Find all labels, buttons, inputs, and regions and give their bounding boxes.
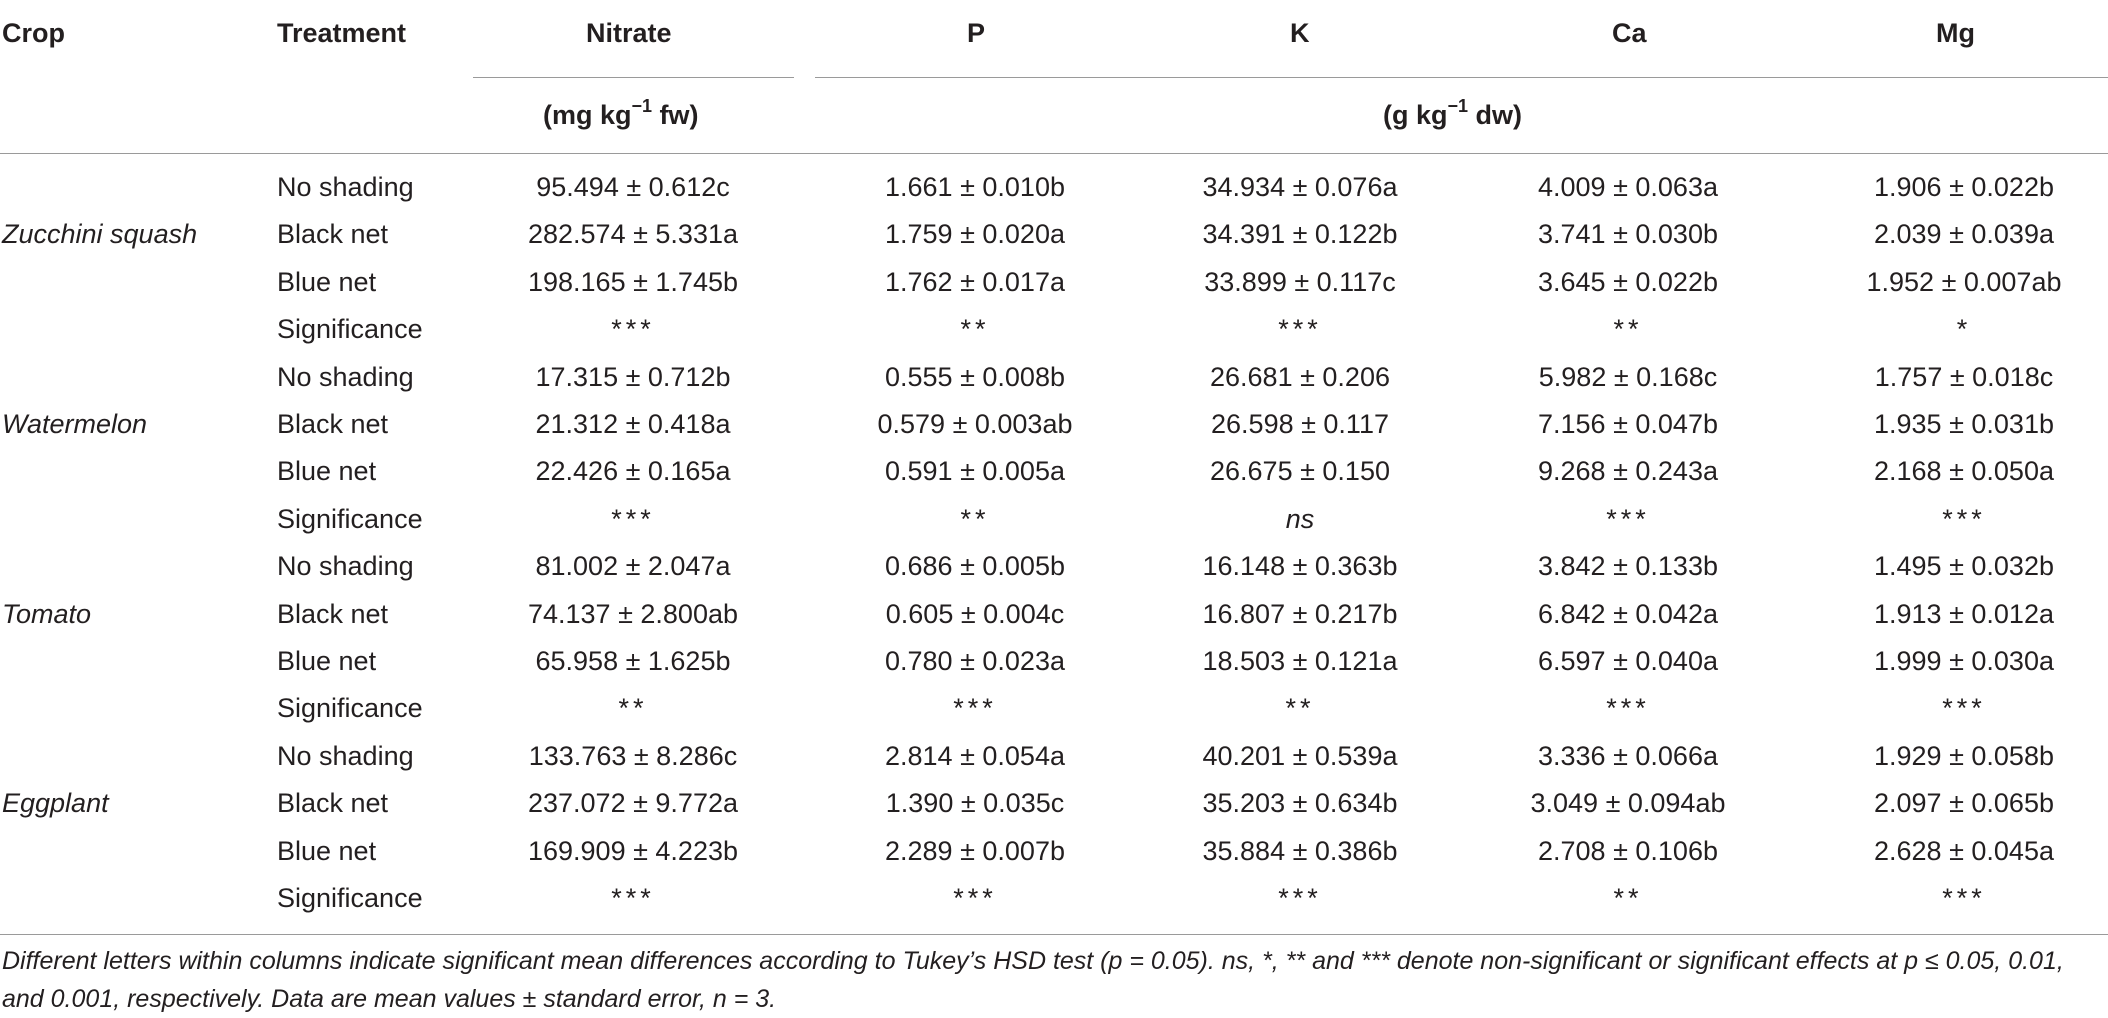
value-ca: 7.156 ± 0.047b: [1538, 409, 1718, 439]
treatment-label: Black net: [277, 788, 389, 818]
header-nitrate: Nitrate: [586, 18, 672, 48]
treatment-label: No shading: [277, 172, 414, 202]
significance-p: ***: [953, 693, 997, 723]
significance-mg: ***: [1942, 693, 1986, 723]
value-mg: 1.929 ± 0.058b: [1874, 741, 2054, 771]
value-mg: 2.168 ± 0.050a: [1874, 456, 2054, 486]
significance-mg: ***: [1942, 504, 1986, 534]
treatment-label: Significance: [277, 883, 423, 913]
significance-ca: ***: [1606, 504, 1650, 534]
value-ca: 2.708 ± 0.106b: [1538, 836, 1718, 866]
treatment-label: Significance: [277, 693, 423, 723]
header-bottom-rule: [0, 153, 2108, 154]
treatment-label: Blue net: [277, 267, 377, 297]
treatment-label: Black net: [277, 219, 389, 249]
treatment-label: Significance: [277, 504, 423, 534]
crop-label: Eggplant: [2, 788, 109, 818]
significance-p: ***: [953, 883, 997, 913]
value-nitrate: 169.909 ± 4.223b: [527, 836, 739, 866]
header-ca: Ca: [1612, 18, 1647, 48]
value-p: 0.591 ± 0.005a: [885, 456, 1065, 486]
table-bottom-rule: [0, 934, 2108, 935]
value-k: 16.148 ± 0.363b: [1202, 551, 1398, 581]
significance-k: **: [1285, 693, 1315, 723]
value-k: 35.203 ± 0.634b: [1202, 788, 1398, 818]
treatment-label: Blue net: [277, 456, 377, 486]
header-mg: Mg: [1936, 18, 1975, 48]
value-p: 0.780 ± 0.023a: [885, 646, 1065, 676]
value-k: 34.934 ± 0.076a: [1202, 172, 1398, 202]
value-nitrate: 81.002 ± 2.047a: [535, 551, 731, 581]
value-nitrate: 133.763 ± 8.286c: [528, 741, 738, 771]
unit-nitrate: (mg $kg^{-1}$ fw): [543, 96, 699, 130]
significance-nitrate: ***: [611, 504, 655, 534]
treatment-label: Blue net: [277, 646, 377, 676]
treatment-label: Black net: [277, 409, 389, 439]
value-p: 0.686 ± 0.005b: [885, 551, 1065, 581]
value-ca: 3.645 ± 0.022b: [1538, 267, 1718, 297]
unit-elements: (g $kg^{-1}$ dw): [1383, 96, 1523, 130]
value-mg: 1.906 ± 0.022b: [1874, 172, 2054, 202]
value-k: 34.391 ± 0.122b: [1202, 219, 1398, 249]
significance-k: ***: [1278, 883, 1322, 913]
value-p: 1.661 ± 0.010b: [885, 172, 1065, 202]
significance-ca: ***: [1606, 693, 1650, 723]
treatment-label: Significance: [277, 314, 423, 344]
significance-ca: **: [1613, 314, 1643, 344]
value-nitrate: 17.315 ± 0.712b: [535, 362, 731, 392]
treatment-label: Blue net: [277, 836, 377, 866]
header-p: P: [967, 18, 986, 48]
value-mg: 2.097 ± 0.065b: [1874, 788, 2054, 818]
significance-p: **: [960, 504, 990, 534]
value-mg: 1.913 ± 0.012a: [1874, 599, 2054, 629]
value-ca: 9.268 ± 0.243a: [1538, 456, 1718, 486]
treatment-label: Black net: [277, 599, 389, 629]
crop-label: Zucchini squash: [2, 219, 198, 249]
significance-nitrate: **: [618, 693, 648, 723]
value-nitrate: 22.426 ± 0.165a: [535, 456, 731, 486]
treatment-label: No shading: [277, 362, 414, 392]
value-p: 1.759 ± 0.020a: [885, 219, 1065, 249]
value-k: 26.675 ± 0.150: [1210, 456, 1390, 486]
significance-mg: *: [1956, 314, 1972, 344]
significance-p: **: [960, 314, 990, 344]
value-nitrate: 237.072 ± 9.772a: [527, 788, 739, 818]
value-ca: 4.009 ± 0.063a: [1538, 172, 1718, 202]
value-k: 26.598 ± 0.117: [1211, 409, 1389, 439]
value-mg: 1.952 ± 0.007ab: [1866, 267, 2062, 297]
value-k: 33.899 ± 0.117c: [1204, 267, 1396, 297]
value-ca: 3.049 ± 0.094ab: [1530, 788, 1726, 818]
significance-mg: ***: [1942, 883, 1986, 913]
value-k: 18.503 ± 0.121a: [1202, 646, 1398, 676]
value-mg: 1.757 ± 0.018c: [1874, 362, 2054, 392]
value-ca: 5.982 ± 0.168c: [1538, 362, 1718, 392]
significance-k: ns: [1285, 504, 1315, 534]
significance-nitrate: ***: [611, 883, 655, 913]
value-k: 26.681 ± 0.206: [1210, 362, 1390, 392]
value-nitrate: 198.165 ± 1.745b: [527, 267, 739, 297]
value-nitrate: 65.958 ± 1.625b: [535, 646, 731, 676]
value-ca: 6.842 ± 0.042a: [1538, 599, 1718, 629]
header-rule-nitrate: [473, 77, 794, 78]
value-mg: 1.999 ± 0.030a: [1874, 646, 2054, 676]
value-ca: 3.842 ± 0.133b: [1538, 551, 1718, 581]
value-mg: 2.039 ± 0.039a: [1874, 219, 2054, 249]
value-p: 0.579 ± 0.003ab: [877, 409, 1073, 439]
header-k: K: [1290, 18, 1310, 48]
value-ca: 3.336 ± 0.066a: [1538, 741, 1718, 771]
treatment-label: No shading: [277, 551, 414, 581]
value-p: 2.814 ± 0.054a: [885, 741, 1065, 771]
value-nitrate: 282.574 ± 5.331a: [527, 219, 739, 249]
significance-nitrate: ***: [611, 314, 655, 344]
value-k: 35.884 ± 0.386b: [1202, 836, 1398, 866]
crop-label: Tomato: [2, 599, 92, 629]
value-mg: 1.495 ± 0.032b: [1874, 551, 2054, 581]
header-rule-elements: [815, 77, 2108, 78]
value-mg: 1.935 ± 0.031b: [1874, 409, 2054, 439]
value-nitrate: 74.137 ± 2.800ab: [527, 599, 739, 629]
header-crop: Crop: [2, 18, 65, 48]
header-treatment: Treatment: [277, 18, 407, 48]
table-footnote: Different letters within columns indicate significant mean differences according to Tukey’s HSD test (p = 0.05). ns, *, ** and *** denote non-significant or significant effects at p ≤ 0.05, 0.01, and 0.001, respectively. Data are mean values ± standard error, n = 3.: [2, 947, 2064, 1013]
value-k: 16.807 ± 0.217b: [1202, 599, 1398, 629]
crop-label: Watermelon: [2, 409, 148, 439]
value-nitrate: 21.312 ± 0.418a: [535, 409, 731, 439]
value-p: 0.605 ± 0.004c: [885, 599, 1065, 629]
significance-k: ***: [1278, 314, 1322, 344]
value-k: 40.201 ± 0.539a: [1202, 741, 1398, 771]
value-p: 0.555 ± 0.008b: [885, 362, 1065, 392]
value-p: 2.289 ± 0.007b: [885, 836, 1065, 866]
value-mg: 2.628 ± 0.045a: [1874, 836, 2054, 866]
value-ca: 6.597 ± 0.040a: [1538, 646, 1718, 676]
value-nitrate: 95.494 ± 0.612c: [536, 172, 730, 202]
treatment-label: No shading: [277, 741, 414, 771]
value-p: 1.390 ± 0.035c: [885, 788, 1065, 818]
value-ca: 3.741 ± 0.030b: [1538, 219, 1718, 249]
value-p: 1.762 ± 0.017a: [885, 267, 1065, 297]
significance-ca: **: [1613, 883, 1643, 913]
